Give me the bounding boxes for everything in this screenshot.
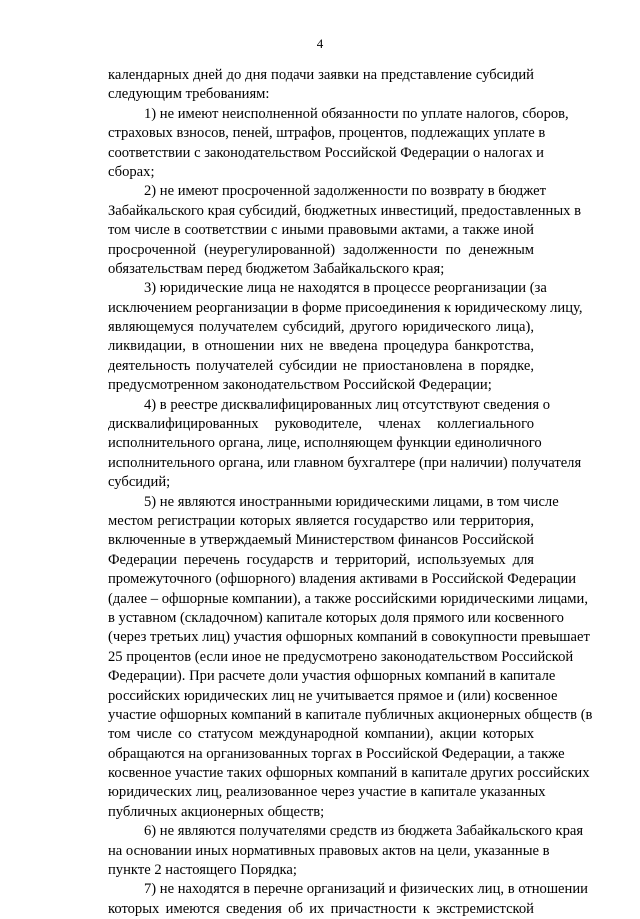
text-line: исключением реорганизации в форме присоединения к юридическому лицу, <box>108 299 583 316</box>
text-line: том числе в соответствии с иными правовыми актами, а также иной <box>108 222 534 239</box>
text-line: обращаются на организованных торгах в Российской Федерации, а также <box>108 745 565 762</box>
text-line: субсидий; <box>108 474 171 491</box>
text-line: ликвидации, в отношении них не введена процедура банкротства, <box>108 338 534 355</box>
text-line: 3) юридические лица не находятся в процессе реорганизации (за <box>144 280 547 297</box>
text-line: соответствии с законодательством Российской Федерации о налогах и <box>108 144 544 161</box>
text-line: деятельность получателей субсидии не приостановлена в порядке, <box>108 357 534 374</box>
paragraph <box>108 105 569 183</box>
text-line: местом регистрации которых является государство или территория, <box>108 512 534 529</box>
paragraph <box>108 279 583 395</box>
page-number: 4 <box>316 36 324 51</box>
text-line: (через третьих лиц) участия офшорных компаний в совокупности превышает <box>108 629 590 646</box>
paragraph <box>108 493 593 823</box>
text-line: пункте 2 настоящего Порядка; <box>108 862 297 879</box>
text-line: Федерации перечень государств и территорий, используемых для <box>108 551 534 568</box>
text-line: календарных дней до дня подачи заявки на представление субсидий <box>108 67 534 83</box>
text-line: исполнительного органа, лице, исполняющем функции единоличного <box>108 435 542 452</box>
text-line: публичных акционерных обществ; <box>108 803 325 820</box>
text-line: российских юридических лиц не учитывается прямое и (или) косвенное <box>108 687 558 704</box>
text-line: косвенное участие таких офшорных компаний в капитале других российских <box>108 765 590 782</box>
text-line: 1) не имеют неисполненной обязанности по уплате налогов, сборов, <box>144 105 569 122</box>
text-line: участие офшорных компаний в капитале публичных акционерных обществ (в <box>108 706 593 723</box>
text-line: исполнительного органа, или главном бухгалтере (при наличии) получателя <box>108 454 582 471</box>
text-line: страховых взносов, пеней, штрафов, процентов, подлежащих уплате в <box>108 125 546 142</box>
text-line: являющемуся получателем субсидий, другого юридического лица), <box>108 319 534 336</box>
paragraph <box>108 182 581 279</box>
document-body <box>108 66 593 919</box>
text-line: промежуточного (офшорного) владения активами в Российской Федерации <box>108 571 577 588</box>
text-line: на основании иных нормативных правовых актов на цели, указанные в <box>108 842 550 859</box>
text-line: в уставном (складочном) капитале которых доля прямого или косвенного <box>108 609 564 626</box>
text-line: предусмотренном законодательством Российской Федерации; <box>108 377 492 394</box>
text-line: Федерации). При расчете доли участия офшорных компаний в капитале <box>108 668 556 685</box>
paragraph <box>108 822 584 880</box>
text-line: Забайкальского края субсидий, бюджетных инвестиций, предоставленных в <box>108 202 581 219</box>
text-line: (далее – офшорные компании), а также российскими юридическими лицами, <box>108 590 588 607</box>
text-line: 25 процентов (если иное не предусмотрено законодательством Российской <box>108 648 574 665</box>
text-line: юридических лиц, реализованное через участие в капитале указанных <box>108 784 546 801</box>
paragraph <box>108 880 588 919</box>
text-line: включенные в утверждаемый Министерством финансов Российской <box>108 532 534 549</box>
text-line: следующим требованиям: <box>108 86 270 103</box>
text-line: которых имеются сведения об их причастности к экстремистской <box>108 900 534 917</box>
text-line: сборах; <box>108 163 155 180</box>
text-line: 2) не имеют просроченной задолженности по возврату в бюджет <box>144 183 546 200</box>
paragraph <box>108 396 582 493</box>
text-line: 5) не являются иностранными юридическими лицами, в том числе <box>144 493 559 510</box>
text-line: дисквалифицированных руководителе, членах коллегиального <box>108 416 534 433</box>
text-line: обязательствам перед бюджетом Забайкальского края; <box>108 260 445 277</box>
text-line: 6) не являются получателями средств из бюджета Забайкальского края <box>144 823 584 840</box>
paragraph <box>108 66 534 105</box>
text-line: 4) в реестре дисквалифицированных лиц отсутствуют сведения о <box>144 396 551 413</box>
text-line: просроченной (неурегулированной) задолженности по денежным <box>108 241 534 258</box>
text-line: том числе со статусом международной компании), акции которых <box>108 726 534 743</box>
text-line: 7) не находятся в перечне организаций и физических лиц, в отношении <box>144 881 588 898</box>
